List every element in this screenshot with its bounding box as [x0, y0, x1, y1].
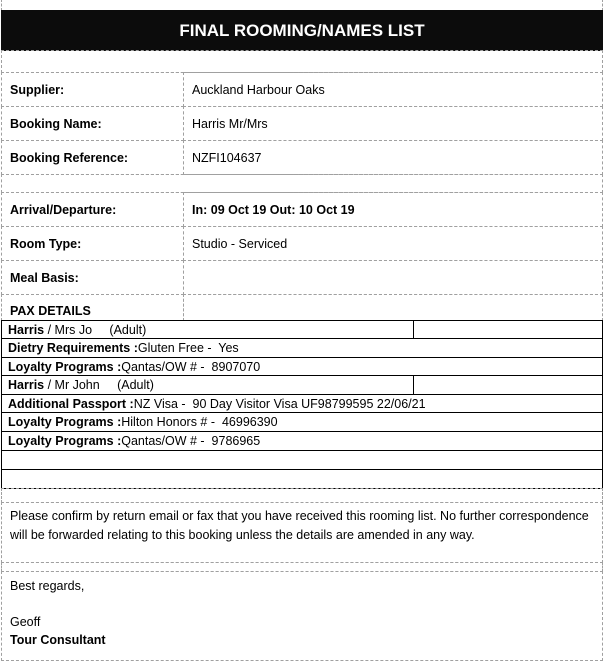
pax-detail-row: [1, 394, 603, 413]
pax-surname: Harris: [8, 322, 45, 337]
empty-row: [1, 450, 603, 470]
signature-block: [1, 571, 603, 661]
booking-reference-label: Booking Reference:: [1, 140, 184, 175]
pax-name-row: [1, 320, 414, 339]
pax-detail-row: [1, 412, 603, 432]
room-type-value: Studio - Serviced: [183, 226, 603, 261]
booking-name-value: Harris Mr/Mrs: [183, 106, 603, 141]
pax-detail-row: [1, 357, 603, 376]
detail-label: Additional Passport :: [8, 396, 134, 411]
pax-heading-blank: [183, 294, 603, 321]
booking-name-label: Booking Name:: [1, 106, 184, 141]
pax-surname: Harris: [8, 378, 45, 392]
pax-detail-row: [1, 431, 603, 451]
detail-value: Hilton Honors # - 46996390: [121, 415, 278, 429]
booking-reference-value: NZFI104637: [183, 140, 603, 175]
empty-row: [1, 469, 603, 489]
page-title: FINAL ROOMING/NAMES LIST: [1, 10, 603, 51]
room-type-label: Room Type:: [1, 226, 184, 261]
supplier-value: Auckland Harbour Oaks: [183, 72, 603, 107]
pax-extra-cell: [413, 375, 603, 395]
detail-value: Qantas/OW # - 8907070: [121, 359, 261, 374]
detail-value: NZ Visa - 90 Day Visitor Visa UF98799595 22/06/21: [133, 396, 426, 411]
detail-value: Qantas/OW # - 9786965: [121, 434, 261, 448]
arrival-departure-value: In: 09 Oct 19 Out: 10 Oct 19: [183, 192, 603, 227]
confirmation-text: Please confirm by return email or fax that you have received this rooming list. No further correspondence will be forwarded relating to this booking unless the details are amended in any way.: [1, 502, 603, 563]
meal-basis-value: [183, 260, 603, 295]
detail-label: Loyalty Programs :: [8, 359, 122, 374]
pax-name: / Mrs Jo (Adult): [44, 322, 147, 337]
spacer-row: [1, 50, 603, 73]
detail-label: Loyalty Programs :: [8, 434, 122, 448]
supplier-label: Supplier:: [1, 72, 184, 107]
detail-label: Dietry Requirements :: [8, 341, 138, 355]
signer-name: Geoff: [10, 615, 41, 629]
closing: Best regards,: [10, 579, 85, 593]
pax-details-heading: PAX DETAILS: [1, 294, 184, 321]
detail-label: Loyalty Programs :: [8, 415, 122, 429]
pax-detail-row: [1, 338, 603, 358]
spacer-row: [1, 488, 603, 503]
pax-name-row: [1, 375, 414, 395]
pax-name: / Mr John (Adult): [44, 378, 154, 392]
detail-value: Gluten Free - Yes: [137, 341, 239, 355]
arrival-departure-label: Arrival/Departure:: [1, 192, 184, 227]
signer-role: Tour Consultant: [10, 633, 106, 647]
meal-basis-label: Meal Basis:: [1, 260, 184, 295]
pax-extra-cell: [413, 320, 603, 339]
spacer-row: [1, 174, 603, 193]
